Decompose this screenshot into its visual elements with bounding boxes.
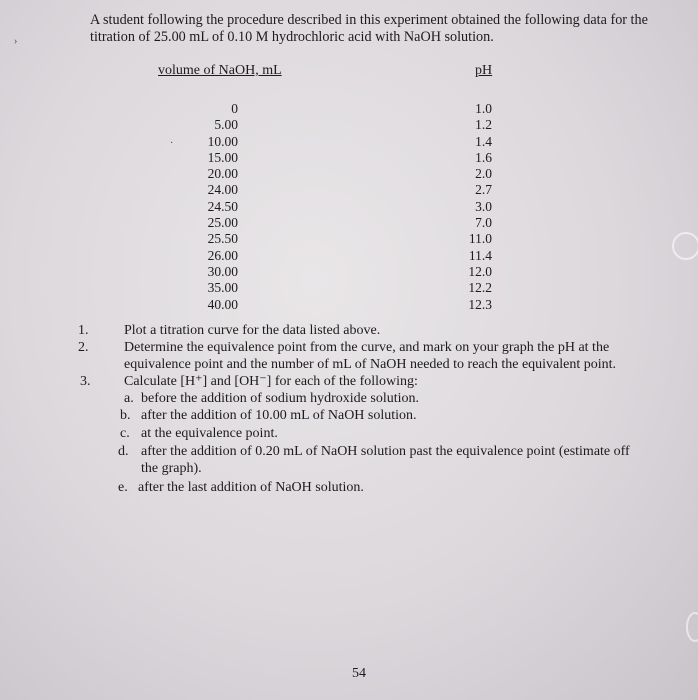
- edge-arc-mark: [686, 612, 698, 642]
- volume-cell: 20.00: [207, 166, 238, 182]
- margin-arrow-icon: ›: [14, 36, 18, 47]
- subitem-d-text: after the addition of 0.20 mL of NaOH solution past the equivalence point (estimate off the graph).: [141, 444, 630, 476]
- volume-column-header: volume of NaOH, mL: [158, 63, 282, 78]
- volume-cell: 15.00: [207, 149, 238, 165]
- question-1-text: Plot a titration curve for the data listed above.: [124, 323, 381, 338]
- intro-paragraph: A student following the procedure described in this experiment obtained the following data for the titration of 25.00 mL of 0.10 M hydrochloric acid with NaOH solution.: [90, 12, 648, 45]
- page-number: 54: [352, 666, 366, 681]
- subitem-a-letter: a.: [124, 391, 134, 406]
- ph-cell: 1.4: [475, 133, 492, 149]
- ph-cell: 12.3: [468, 296, 492, 312]
- subitem-a-text: before the addition of sodium hydroxide solution.: [141, 391, 420, 406]
- ph-cell: 12.2: [468, 280, 492, 296]
- subitem-c-letter: c.: [120, 426, 130, 441]
- volume-cell: 35.00: [207, 280, 238, 296]
- edge-circle-mark: [672, 232, 698, 260]
- volume-cell: 26.00: [207, 247, 238, 263]
- volume-cell: 40.00: [207, 296, 238, 312]
- ph-cell: 1.2: [475, 117, 492, 133]
- ph-column-header: pH: [475, 63, 493, 78]
- volume-cell: 30.00: [207, 263, 238, 279]
- question-1-number: 1.: [78, 323, 89, 338]
- volume-cell: 5.00: [214, 117, 238, 133]
- question-2-number: 2.: [78, 340, 89, 355]
- question-3-text: Calculate [H⁺] and [OH⁻] for each of the following:: [124, 374, 418, 389]
- question-3-number: 3.: [80, 374, 91, 389]
- stray-dot: ·: [170, 138, 174, 149]
- question-2-text: Determine the equivalence point from the curve, and mark on your graph the pH at the equivalence point and the number of mL of NaOH needed to reach the equivalent point.: [124, 340, 617, 372]
- ph-cell: 12.0: [468, 263, 492, 279]
- volume-cell: 25.00: [207, 215, 238, 231]
- subitem-d-letter: d.: [118, 444, 129, 459]
- volume-column: [196, 101, 238, 313]
- subitem-e-text: after the last addition of NaOH solution.: [138, 480, 364, 495]
- subitem-c-text: at the equivalence point.: [141, 426, 278, 441]
- ph-cell: 11.0: [468, 231, 492, 247]
- volume-cell: 25.50: [207, 231, 238, 247]
- ph-cell: 2.7: [475, 182, 492, 198]
- ph-cell: 3.0: [475, 198, 492, 214]
- volume-cell: 10.00: [207, 133, 238, 149]
- volume-cell: 24.00: [207, 182, 238, 198]
- ph-cell: 1.0: [475, 101, 492, 116]
- volume-cell: 0: [231, 101, 238, 116]
- subitem-e-letter: e.: [118, 480, 128, 495]
- subitem-b-text: after the addition of 10.00 mL of NaOH solution.: [141, 408, 417, 423]
- ph-cell: 2.0: [475, 166, 492, 182]
- ph-column: [460, 101, 492, 313]
- subitem-b-letter: b.: [120, 408, 131, 423]
- ph-cell: 1.6: [475, 149, 492, 165]
- volume-cell: 24.50: [207, 198, 238, 214]
- ph-cell: 11.4: [468, 247, 492, 263]
- ph-cell: 7.0: [475, 215, 492, 231]
